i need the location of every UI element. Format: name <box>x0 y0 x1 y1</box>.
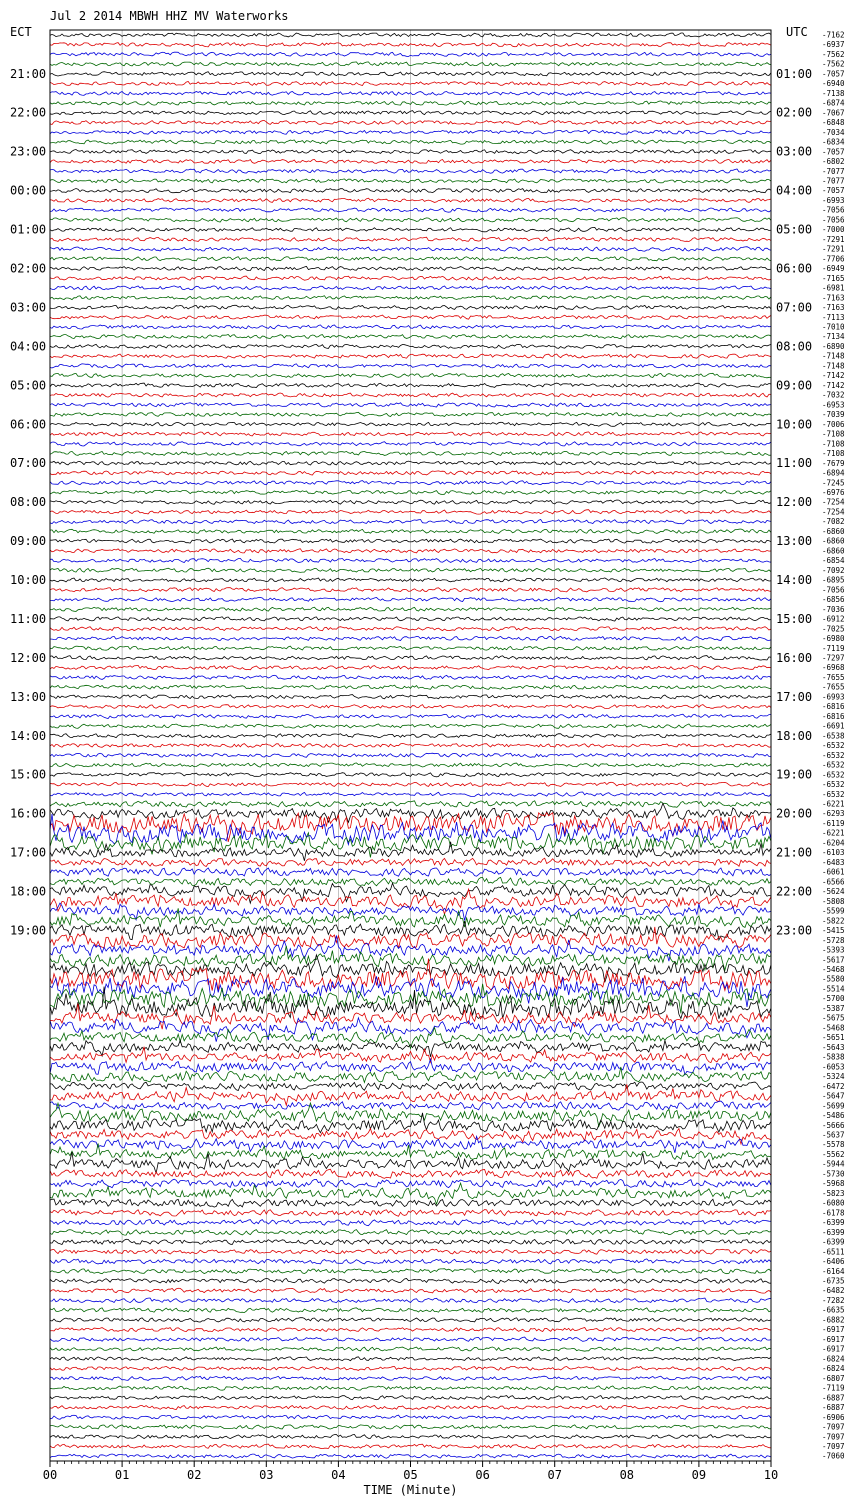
left-hour-label: 19:00 <box>10 923 47 938</box>
trace-offset-label: -6053 <box>822 1062 845 1072</box>
x-tick-label: 02 <box>186 1468 202 1482</box>
right-hour-labels <box>776 67 812 938</box>
trace-offset-label: -6399 <box>822 1227 845 1237</box>
trace-offset-label: -6080 <box>822 1198 845 1208</box>
left-hour-label: 00:00 <box>10 183 47 198</box>
left-hour-label: 16:00 <box>10 806 47 821</box>
trace-offset-label: -5324 <box>822 1072 845 1082</box>
left-hour-label: 12:00 <box>10 650 47 665</box>
right-hour-label: 06:00 <box>776 261 813 276</box>
trace-offset-label: -6532 <box>822 780 845 789</box>
right-hour-label: 16:00 <box>776 650 813 665</box>
trace-offset-label: -6635 <box>822 1305 845 1315</box>
trace-offset-label: -7113 <box>822 312 845 322</box>
trace-offset-label: -7067 <box>822 108 845 118</box>
trace-offset-label: -6824 <box>822 1364 845 1374</box>
left-hour-label: 08:00 <box>10 495 47 510</box>
trace-offset-label: -6968 <box>822 663 845 673</box>
trace-offset-label: -7245 <box>822 478 845 488</box>
trace-offset-label: -7148 <box>822 361 845 371</box>
right-hour-label: 07:00 <box>776 300 813 315</box>
trace-offset-label: -5562 <box>822 1150 845 1159</box>
trace-offset-label: -7134 <box>822 332 845 342</box>
trace-offset-label: -5651 <box>822 1033 845 1043</box>
trace-offset-label: -6887 <box>822 1403 845 1413</box>
trace-offset-label: -6980 <box>822 634 845 643</box>
left-hour-label: 11:00 <box>10 611 47 626</box>
trace-offset-label: -7162 <box>822 30 845 40</box>
trace-offset-label: -5666 <box>822 1120 845 1130</box>
trace-offset-label: -7142 <box>822 371 845 381</box>
trace-offset-label: -6816 <box>822 711 845 721</box>
trace-offset-label: -6532 <box>822 770 845 780</box>
trace-offset-label: -6882 <box>822 1315 845 1325</box>
trace-offset-label: -6566 <box>822 877 845 887</box>
trace-offset-label: -6981 <box>822 283 845 293</box>
trace-offset-label: -6532 <box>822 741 845 751</box>
trace-offset-label: -6483 <box>822 857 845 867</box>
trace-offset-label: -7108 <box>822 439 845 449</box>
trace-offset-label: -6482 <box>822 1286 845 1296</box>
trace-offset-label: -6511 <box>822 1247 845 1257</box>
trace-offset-label: -7562 <box>822 49 845 59</box>
trace-offset-label: -5808 <box>822 896 845 906</box>
trace-offset-label: -7057 <box>822 69 845 79</box>
trace-offset-label: -7163 <box>822 293 845 303</box>
left-hour-label: 13:00 <box>10 689 47 704</box>
x-tick-label: 08 <box>619 1468 635 1482</box>
trace-offset-label: -7108 <box>822 449 845 459</box>
trace-offset-label: -6691 <box>822 721 845 731</box>
trace-offset-label: -5968 <box>822 1179 845 1189</box>
right-hour-label: 23:00 <box>776 923 813 938</box>
trace-offset-label: -6293 <box>822 809 845 819</box>
trace-offset-label: -7655 <box>822 682 845 692</box>
right-hour-label: 04:00 <box>776 183 813 198</box>
trace-offset-label: -7254 <box>822 497 845 507</box>
x-tick-label: 09 <box>691 1468 707 1482</box>
trace-offset-label: -7562 <box>822 59 845 69</box>
trace-offset-label: -6890 <box>822 342 845 351</box>
trace-offset-label: -6860 <box>822 546 845 556</box>
trace-offset-label: -7254 <box>822 507 845 517</box>
right-hour-label: 09:00 <box>776 378 813 393</box>
trace-offset-label: -6887 <box>822 1393 845 1403</box>
trace-offset-label: -5643 <box>822 1042 845 1052</box>
trace-offset-label: -7032 <box>822 390 845 400</box>
trace-offset-label: -7057 <box>822 186 845 196</box>
trace-offset-label: -7097 <box>822 1432 845 1442</box>
trace-offset-label: -6399 <box>822 1218 845 1228</box>
trace-offset-label: -6406 <box>822 1257 845 1266</box>
trace-offset-label: -6816 <box>822 702 845 712</box>
trace-offset-label: -7097 <box>822 1442 845 1451</box>
trace-offset-label: -5624 <box>822 887 845 897</box>
right-hour-label: 22:00 <box>776 884 813 899</box>
trace-offset-label: -7092 <box>822 565 845 575</box>
trace-offset-label: -5578 <box>822 1140 845 1150</box>
chart-title: Jul 2 2014 MBWH HHZ MV Waterworks <box>50 9 289 23</box>
left-hour-label: 09:00 <box>10 534 47 549</box>
trace-offset-label: -5647 <box>822 1091 845 1101</box>
trace-offset-label: -6802 <box>822 157 845 166</box>
trace-offset-label: -5838 <box>822 1052 845 1062</box>
trace-offset-label: -7119 <box>822 643 845 653</box>
trace-offset-label: -7056 <box>822 205 845 215</box>
left-hour-label: 04:00 <box>10 339 47 354</box>
trace-offset-label: -6874 <box>822 98 845 108</box>
left-hour-label: 18:00 <box>10 884 47 899</box>
trace-offset-label: -6856 <box>822 595 845 605</box>
left-hour-label: 07:00 <box>10 456 47 471</box>
right-hour-label: 10:00 <box>776 417 813 432</box>
left-hour-label: 17:00 <box>10 845 47 860</box>
trace-offset-label: -5599 <box>822 906 845 916</box>
left-hour-label: 14:00 <box>10 728 47 743</box>
trace-offset-label: -5823 <box>822 1188 845 1198</box>
trace-offset-label: -6860 <box>822 536 845 546</box>
trace-offset-label: -6532 <box>822 750 845 760</box>
trace-offset-label: -7282 <box>822 1296 845 1305</box>
right-hour-label: 21:00 <box>776 845 813 860</box>
right-hour-label: 14:00 <box>776 573 813 587</box>
trace-offset-label: -7082 <box>822 517 845 527</box>
trace-offset-label: -6807 <box>822 1373 845 1383</box>
trace-offset-label: -6532 <box>822 760 845 770</box>
trace-offset-label: -5468 <box>822 1023 845 1033</box>
left-hour-label: 15:00 <box>10 767 47 782</box>
trace-offset-label: -6204 <box>822 838 845 848</box>
trace-offset-label: -6848 <box>822 118 845 128</box>
trace-offset-label: -7010 <box>822 322 845 332</box>
trace-offset-label: -7119 <box>822 1383 845 1393</box>
left-hour-label: 02:00 <box>10 261 47 276</box>
trace-offset-label: -5514 <box>822 984 845 994</box>
trace-offset-label: -7142 <box>822 380 845 390</box>
right-hour-label: 15:00 <box>776 611 813 626</box>
right-hour-label: 12:00 <box>776 495 813 510</box>
left-hour-label: 23:00 <box>10 144 47 159</box>
trace-offset-label: -6917 <box>822 1344 845 1354</box>
right-hour-label: 13:00 <box>776 534 813 549</box>
right-hour-label: 08:00 <box>776 339 813 354</box>
trace-offset-label: -7163 <box>822 303 845 312</box>
trace-offset-label: -6953 <box>822 400 845 410</box>
right-hour-label: 02:00 <box>776 105 813 120</box>
x-tick-label: 01 <box>114 1468 130 1482</box>
trace-offset-label: -7297 <box>822 653 845 663</box>
trace-offset-label: -7077 <box>822 176 845 186</box>
trace-offset-label: -5617 <box>822 955 845 965</box>
trace-offset-label: -5393 <box>822 945 845 955</box>
trace-offset-label: -7679 <box>822 458 845 468</box>
right-hour-label: 11:00 <box>776 456 813 471</box>
trace-offset-label: -6912 <box>822 614 845 624</box>
right-hour-label: 18:00 <box>776 728 813 743</box>
left-hour-label: 06:00 <box>10 417 47 432</box>
trace-offset-label: -5700 <box>822 994 845 1004</box>
trace-offset-label: -6119 <box>822 819 845 828</box>
trace-offset-label: -6164 <box>822 1266 845 1276</box>
trace-offset-label: -6976 <box>822 488 845 497</box>
trace-offset-label: -5580 <box>822 974 845 984</box>
right-timezone-label: UTC <box>786 25 808 39</box>
left-hour-label: 22:00 <box>10 105 47 120</box>
trace-offset-label: -6824 <box>822 1354 845 1364</box>
trace-offset-label: -5822 <box>822 916 845 926</box>
x-tick-label: 05 <box>403 1468 418 1482</box>
trace-offset-label: -5730 <box>822 1169 845 1179</box>
trace-offset-label: -7108 <box>822 429 845 439</box>
trace-offset-label: -6532 <box>822 789 845 799</box>
trace-offset-label: -7148 <box>822 351 845 361</box>
trace-offset-label: -7000 <box>822 225 845 235</box>
trace-offset-label: -6061 <box>822 867 845 877</box>
x-tick-label: 03 <box>259 1468 274 1482</box>
trace-offset-label: -7165 <box>822 273 845 283</box>
trace-offset-label: -6937 <box>822 40 845 50</box>
trace-offset-label: -6399 <box>822 1237 845 1247</box>
trace-offset-label: -7060 <box>822 1451 845 1461</box>
trace-offset-label: -6917 <box>822 1334 845 1344</box>
trace-offset-label: -5486 <box>822 1111 845 1120</box>
trace-offset-label: -5468 <box>822 965 845 974</box>
trace-offset-label: -6894 <box>822 468 845 478</box>
trace-offset-label: -6735 <box>822 1276 845 1286</box>
trace-offset-label: -5728 <box>822 935 845 945</box>
x-tick-label: 07 <box>547 1468 562 1482</box>
trace-offset-label: -7025 <box>822 624 845 634</box>
trace-offset-label: -5387 <box>822 1003 845 1013</box>
trace-offset-label: -6940 <box>822 79 845 89</box>
trace-offset-label: -7138 <box>822 88 845 98</box>
trace-offset-label: -6854 <box>822 556 845 566</box>
right-hour-label: 05:00 <box>776 222 813 237</box>
trace-offset-label: -6178 <box>822 1208 845 1218</box>
left-timezone-label: ECT <box>10 25 32 39</box>
trace-offset-label: -6103 <box>822 848 845 858</box>
left-hour-labels <box>10 67 46 938</box>
trace-offset-label: -7097 <box>822 1422 845 1432</box>
trace-offset-label: -7056 <box>822 215 845 225</box>
trace-offset-label: -5944 <box>822 1159 845 1169</box>
trace-offset-label: -5415 <box>822 926 845 936</box>
left-hour-label: 03:00 <box>10 300 47 315</box>
x-tick-label: 10 <box>763 1468 779 1482</box>
trace-offset-label: -7056 <box>822 585 845 595</box>
left-hour-label: 05:00 <box>10 378 47 393</box>
left-hour-label: 01:00 <box>10 222 47 237</box>
trace-offset-label: -6221 <box>822 799 845 809</box>
trace-offset-label: -6993 <box>822 692 845 702</box>
trace-offset-label: -6538 <box>822 731 845 741</box>
trace-offset-label: -5699 <box>822 1101 845 1111</box>
trace-offset-label: -6834 <box>822 137 845 147</box>
trace-offset-label: -6917 <box>822 1325 845 1335</box>
x-axis <box>43 1461 778 1482</box>
trace-offset-label: -6949 <box>822 264 845 274</box>
trace-offset-label: -6472 <box>822 1081 845 1091</box>
x-axis-label: TIME (Minute) <box>363 1483 458 1497</box>
right-hour-label: 17:00 <box>776 689 813 704</box>
trace-offset-label: -7077 <box>822 166 845 176</box>
trace-offset-label: -7057 <box>822 147 845 157</box>
trace-offset-label: -6993 <box>822 196 845 205</box>
x-tick-label: 04 <box>331 1468 346 1482</box>
trace-offset-label: -5675 <box>822 1013 845 1023</box>
trace-offset-label: -7291 <box>822 234 845 244</box>
trace-offset-label: -7036 <box>822 604 845 614</box>
trace-offset-labels <box>822 31 845 1461</box>
right-hour-label: 01:00 <box>776 66 813 81</box>
trace-offset-label: -7006 <box>822 419 845 429</box>
trace-offset-label: -7039 <box>822 410 845 420</box>
trace-offset-label: -7291 <box>822 244 845 254</box>
left-hour-label: 10:00 <box>10 573 47 587</box>
right-hour-label: 20:00 <box>776 806 813 821</box>
trace-offset-label: -6895 <box>822 575 845 585</box>
trace-offset-label: -6860 <box>822 526 845 536</box>
trace-offset-label: -7655 <box>822 673 845 682</box>
x-tick-label: 06 <box>475 1468 490 1482</box>
trace-offset-label: -7034 <box>822 127 845 137</box>
trace-offset-label: -6906 <box>822 1412 845 1422</box>
left-hour-label: 21:00 <box>10 66 47 81</box>
right-hour-label: 19:00 <box>776 767 813 782</box>
trace-offset-label: -7706 <box>822 254 845 264</box>
trace-offset-label: -6221 <box>822 828 845 838</box>
x-tick-label: 00 <box>42 1468 58 1482</box>
right-hour-label: 03:00 <box>776 144 813 159</box>
trace-offset-label: -5637 <box>822 1130 845 1140</box>
